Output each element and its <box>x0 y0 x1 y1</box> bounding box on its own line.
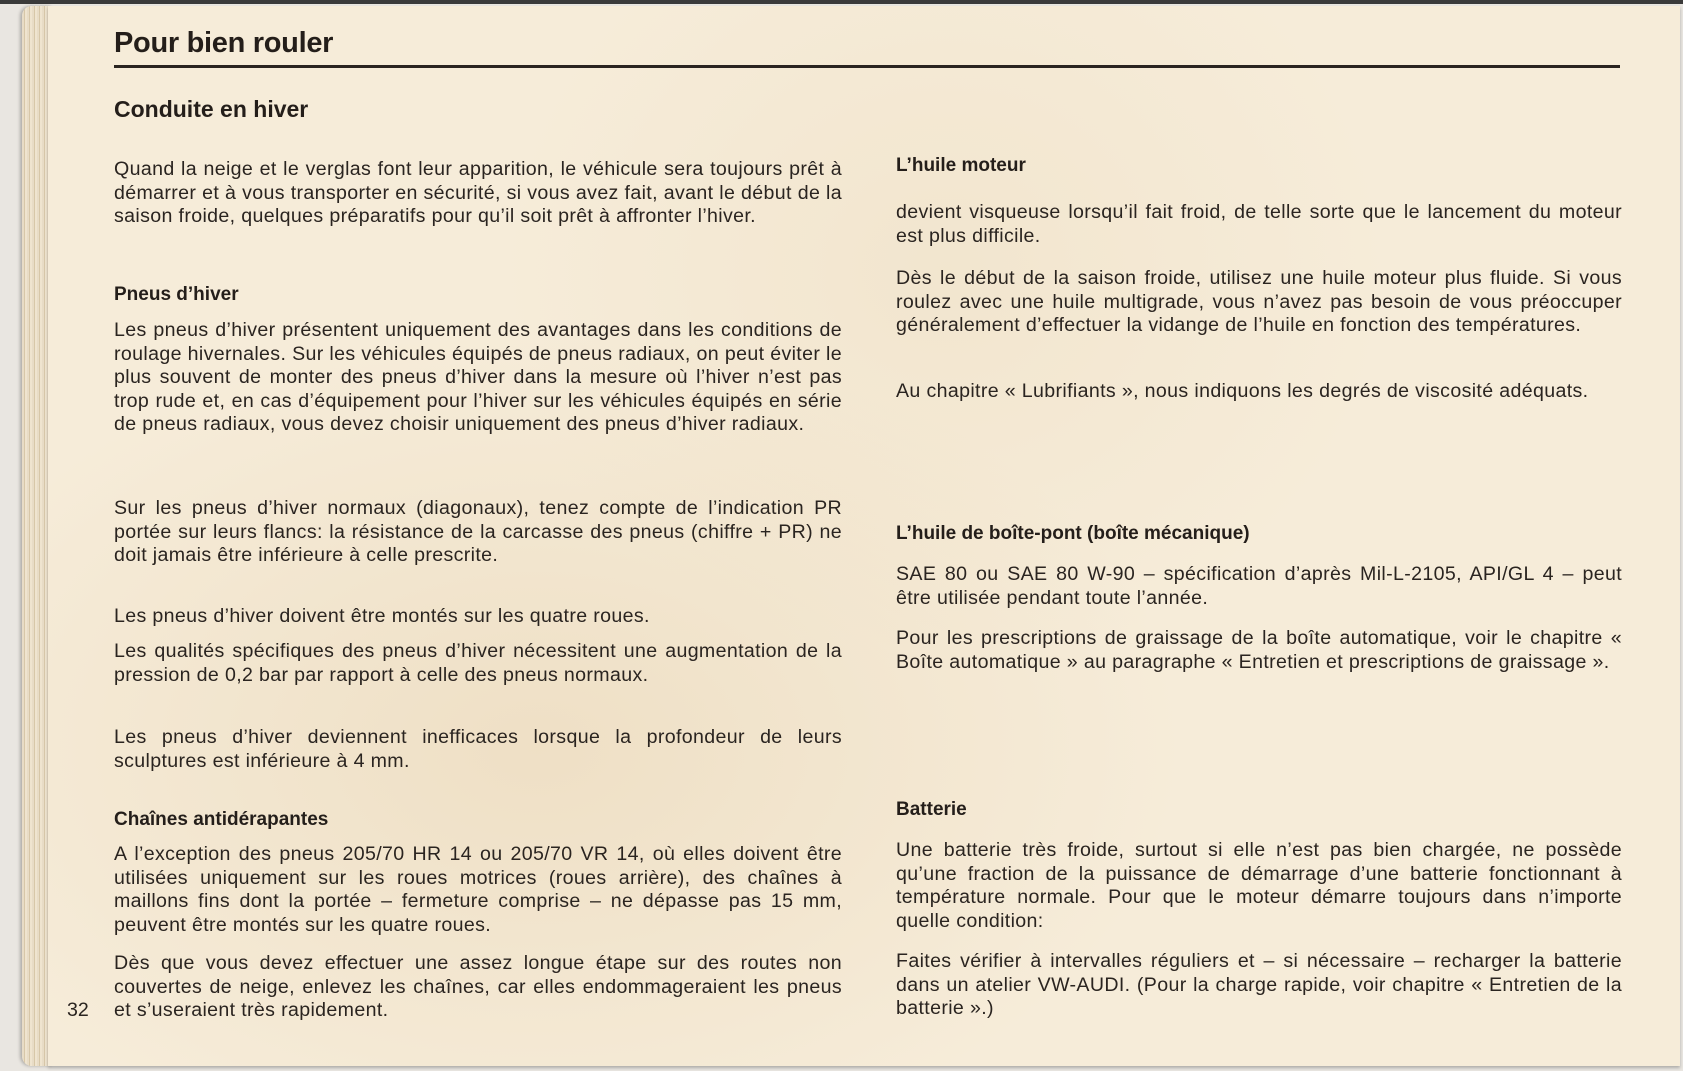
boite-paragraph-2: Pour les prescriptions de graissage de la boîte automatique, voir le chapitre « Boîte automatique » au paragraphe « Entretien et prescriptions de graissage ». <box>896 627 1622 673</box>
boite-pont-heading: L’huile de boîte-pont (boîte mécanique) <box>896 523 1250 544</box>
page-header-title: Pour bien rouler <box>114 27 334 59</box>
batterie-heading: Batterie <box>896 799 967 820</box>
pneus-paragraph-3: Les pneus d’hiver doivent être montés sur les quatre roues. <box>114 605 650 627</box>
chaines-heading: Chaînes antidérapantes <box>114 809 329 830</box>
pneus-paragraph-4: Les qualités spécifiques des pneus d’hiver nécessitent une augmentation de la pression de 0,2 bar par rapport à celle des pneus normaux. <box>114 640 842 686</box>
boite-paragraph-1: SAE 80 ou SAE 80 W-90 – spécification d’après Mil-L-2105, API/GL 4 – peut être utilisée pendant toute l’année. <box>896 563 1622 609</box>
pneus-paragraph-5: Les pneus d’hiver deviennent inefficaces lorsque la profondeur de leurs sculptures est inférieure à 4 mm. <box>114 726 842 772</box>
huile-paragraph-1: devient visqueuse lorsqu’il fait froid, de telle sorte que le lancement du moteur est plus difficile. <box>896 201 1622 247</box>
section-title: Conduite en hiver <box>114 96 309 122</box>
batterie-paragraph-1: Une batterie très froide, surtout si elle n’est pas bien chargée, ne possède qu’une fraction de la puissance de démarrage d’une batterie fonctionnant à température normale. Pour que le moteur démarre toujours dans n’importe quelle condition: <box>896 839 1622 932</box>
scan-border <box>0 0 1683 4</box>
pneus-heading: Pneus d’hiver <box>114 284 239 305</box>
huile-paragraph-2: Dès le début de la saison froide, utilisez une huile moteur plus fluide. Si vous roulez avec une huile multigrade, vous n’avez pas besoin de vous préoccuper généralement d’effectuer la vidange de l’huile en fonction des températures. <box>896 267 1622 337</box>
chaines-paragraph-2: Dès que vous devez effectuer une assez longue étape sur des routes non couvertes de neige, enlevez les chaînes, car elles endommageraient les pneus et s’useraient très rapidement. <box>114 952 842 1022</box>
intro-paragraph: Quand la neige et le verglas font leur apparition, le véhicule sera toujours prêt à démarrer et à vous transporter en sécurité, si vous avez fait, avant le début de la saison froide, quelques préparatifs pour qu’il soit prêt à affronter l’hiver. <box>114 158 842 228</box>
pneus-paragraph-1: Les pneus d’hiver présentent uniquement des avantages dans les conditions de roulage hivernales. Sur les véhicules équipés de pneus radiaux, on peut éviter le plus souvent de monter des pneus d’hiver dans la mesure où l’hiver n’est pas trop rude et, en cas d’équipement pour l’hiver sur les véhicules équipés en série de pneus radiaux, vous devez choisir uniquement des pneus d’hiver radiaux. <box>114 319 842 436</box>
header-rule <box>114 65 1620 68</box>
huile-moteur-heading: L’huile moteur <box>896 155 1026 176</box>
batterie-paragraph-2: Faites vérifier à intervalles réguliers et – si nécessaire – recharger la batterie dans un atelier VW-AUDI. (Pour la charge rapide, voir chapitre « Entretien de la batterie ».) <box>896 950 1622 1020</box>
pneus-paragraph-2: Sur les pneus d’hiver normaux (diagonaux), tenez compte de l’indication PR portée sur leurs flancs: la résistance de la carcasse des pneus (chiffre + PR) ne doit jamais être inférieure à celle prescrite. <box>114 497 842 567</box>
page-number: 32 <box>67 999 89 1021</box>
huile-paragraph-3: Au chapitre « Lubrifiants », nous indiquons les degrés de viscosité adéquats. <box>896 380 1589 402</box>
chaines-paragraph-1: A l’exception des pneus 205/70 HR 14 ou 205/70 VR 14, où elles doivent être utilisées uniquement sur les roues motrices (roues arrière), des chaînes à maillons fins dont la portée – fermeture comprise – ne dépasse pas 15 mm, peuvent être montés sur les quatre roues. <box>114 843 842 936</box>
